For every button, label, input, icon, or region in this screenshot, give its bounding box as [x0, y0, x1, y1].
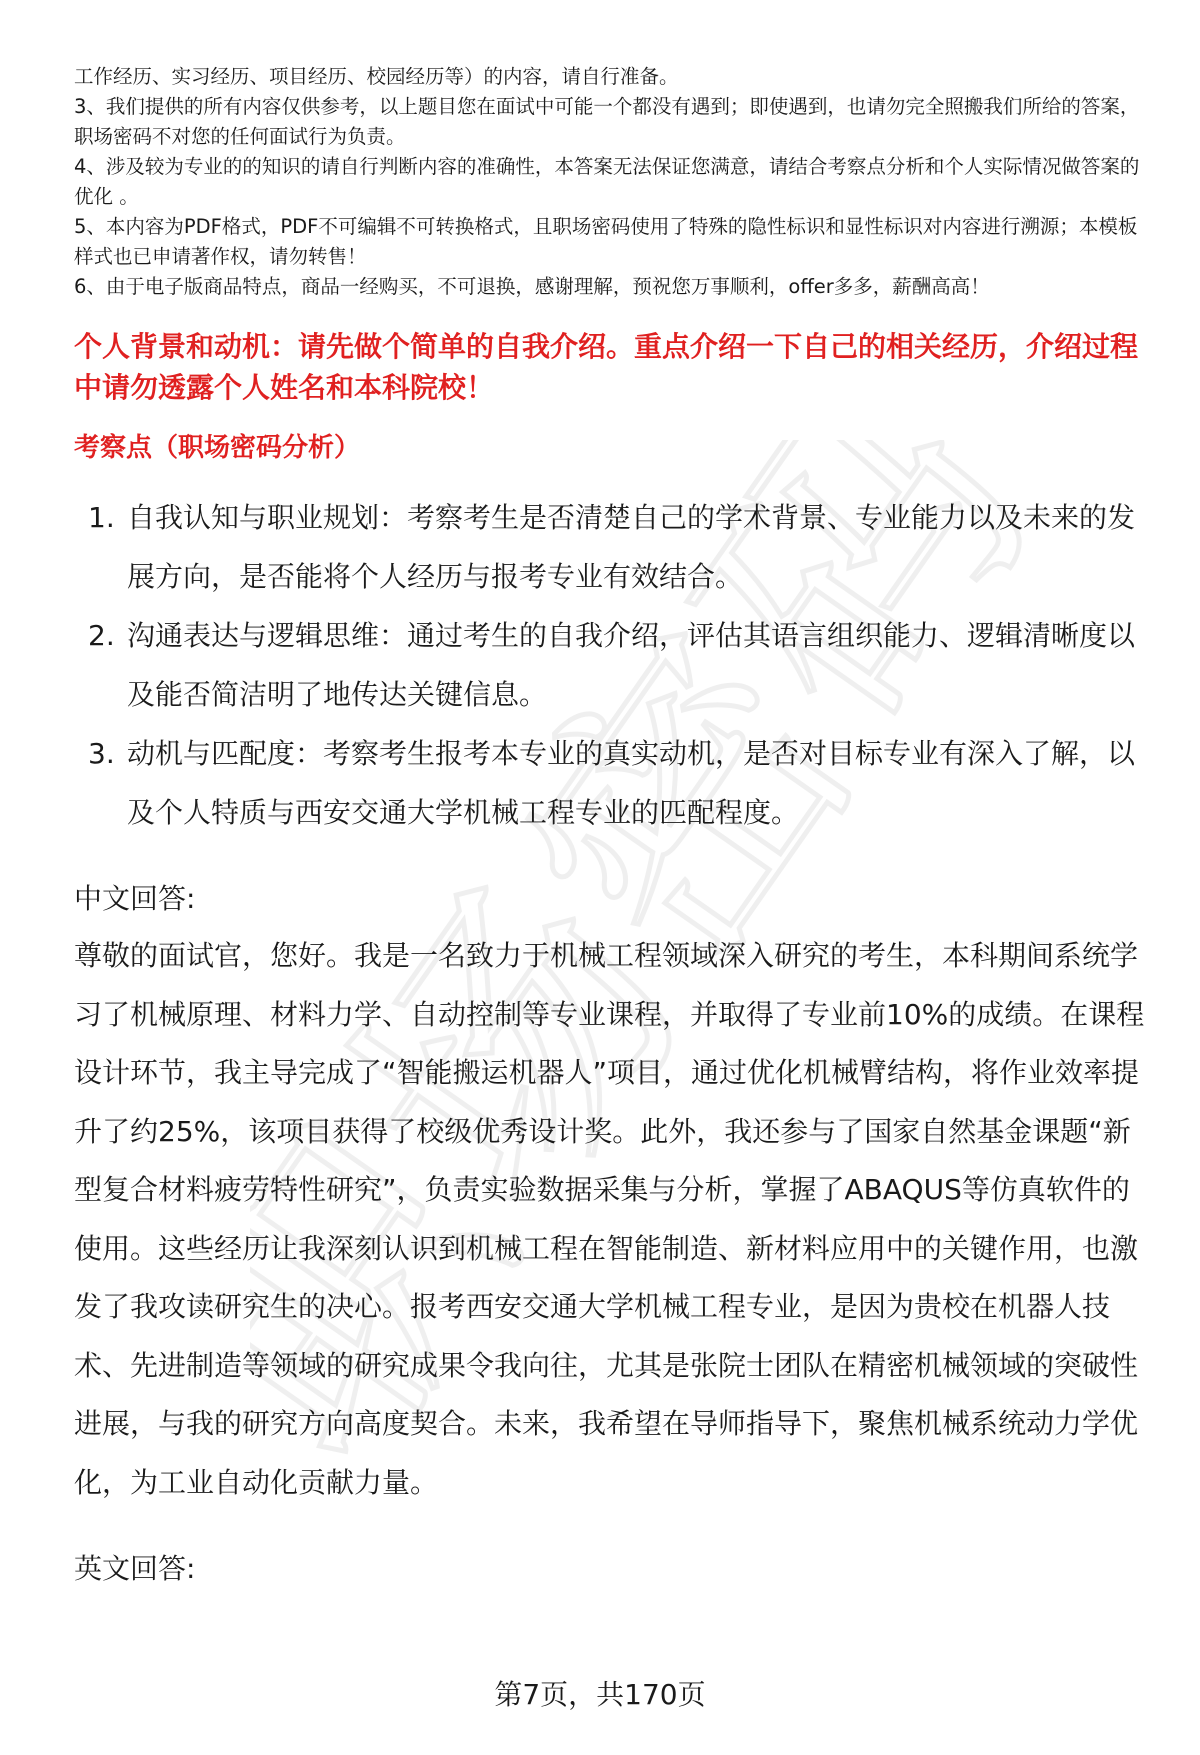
notes-block — [74, 62, 1154, 302]
list-number: 1. — [88, 501, 115, 534]
list-number: 2. — [88, 619, 115, 652]
note-line: 3、我们提供的所有内容仅供参考，以上题目您在面试中可能一个都没有遇到；即使遇到，也请勿完全照搬我们所给的答案，职场密码不对您的任何面试行为负责。 — [74, 95, 1140, 148]
chinese-answer-label: 中文回答: — [74, 882, 196, 915]
question-heading: 个人背景和动机：请先做个简单的自我介绍。重点介绍一下自己的相关经历，介绍过程中请勿透露个人姓名和本科院校！ — [74, 330, 1139, 404]
list-number: 3. — [88, 737, 115, 770]
watermark-text: 职场密码 — [250, 440, 1070, 1490]
list-text: 自我认知与职业规划：考察考生是否清楚自己的学术背景、专业能力以及未来的发展方向，是否能将个人经历与报考专业有效结合。 — [127, 501, 1136, 593]
page-number: 第7页，共170页 — [494, 1678, 706, 1711]
analysis-points — [74, 488, 1154, 842]
english-answer-label: 英文回答: — [74, 1552, 196, 1585]
list-text: 动机与匹配度：考察考生报考本专业的真实动机，是否对目标专业有深入了解，以及个人特质与西安交通大学机械工程专业的匹配程度。 — [127, 737, 1136, 829]
document-page — [74, 0, 1154, 1597]
analysis-title: 考察点（职场密码分析） — [74, 433, 361, 463]
list-item — [74, 724, 1154, 842]
list-text: 沟通表达与逻辑思维：通过考生的自我介绍，评估其语言组织能力、逻辑清晰度以及能否简洁明了地传达关键信息。 — [127, 619, 1136, 711]
note-line: 工作经历、实习经历、项目经历、校园经历等）的内容，请自行准备。 — [74, 65, 679, 88]
note-line: 4、涉及较为专业的的知识的请自行判断内容的准确性，本答案无法保证您满意，请结合考察点分析和个人实际情况做答案的优化 。 — [74, 155, 1140, 208]
list-item — [74, 488, 1154, 606]
note-line: 5、本内容为PDF格式，PDF不可编辑不可转换格式，且职场密码使用了特殊的隐性标识和显性标识对内容进行溯源；本模板样式也已申请著作权，请勿转售！ — [74, 215, 1138, 268]
chinese-answer-text: 尊敬的面试官，您好。我是一名致力于机械工程领域深入研究的考生，本科期间系统学习了机械原理、材料力学、自动控制等专业课程，并取得了专业前10%的成绩。在课程设计环节，我主导完成了“智能搬运机器人”项目，通过优化机械臂结构，将作业效率提升了约25%，该项目获得了校级优秀设计奖。此外，我还参与了国家自然基金课题“新型复合材料疲劳特性研究”，负责实验数据采集与分析，掌握了ABAQUS等仿真软件的使用。这些经历让我深刻认识到机械工程在智能制造、新材料应用中的关键作用，也激发了我攻读研究生的决心。报考西安交通大学机械工程专业，是因为贵校在机器人技术、先进制造等领域的研究成果令我向往，尤其是张院士团队在精密机械领域的突破性进展，与我的研究方向高度契合。未来，我希望在导师指导下，聚焦机械系统动力学优化，为工业自动化贡献力量。 — [74, 939, 1145, 1499]
list-item — [74, 606, 1154, 724]
note-line: 6、由于电子版商品特点，商品一经购买，不可退换，感谢理解，预祝您万事顺利，offer多多，薪酬高高！ — [74, 275, 990, 298]
